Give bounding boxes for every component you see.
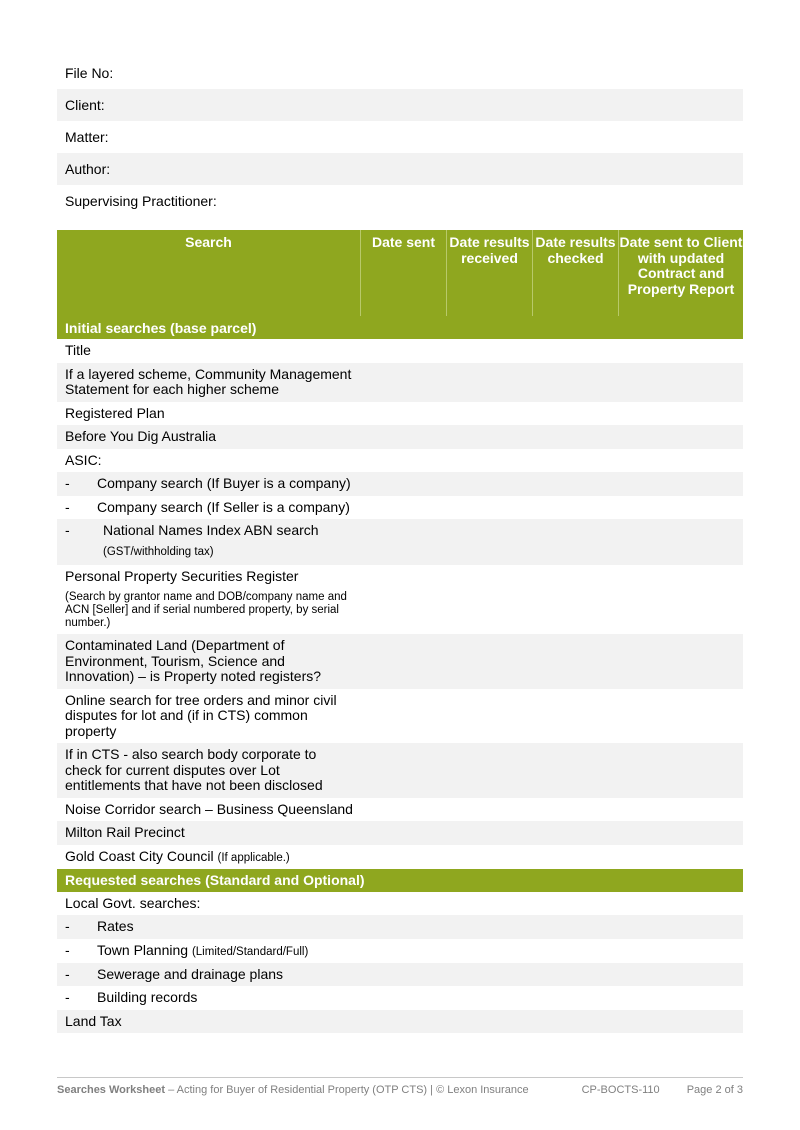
row-ppsr-note: (Search by grantor name and DOB/company name and ACN [Seller] and if serial numbered property, by serial number.) [65,591,347,629]
client-label: Client: [65,97,105,113]
matter-field[interactable] [57,121,743,153]
header-date-received: Date results received [447,230,533,316]
table-row [57,449,743,473]
row-land-tax: Land Tax [65,1012,122,1029]
dash-bullet: - [65,475,70,491]
table-row [57,472,743,496]
table-header [57,230,743,316]
row-building: Building records [97,989,198,1005]
table-row [57,339,743,363]
author-field[interactable] [57,153,743,185]
row-asic: ASIC: [65,451,102,468]
page-footer [57,1077,743,1096]
table-row [57,496,743,520]
row-cts: If in CTS - also search body corporate to check for current disputes over Lot entitlements that have not been disclosed [65,746,323,793]
matter-label: Matter: [65,129,109,145]
table-row [57,634,743,689]
row-milton: Milton Rail Precinct [65,824,185,840]
footer-page-number: Page 2 of 3 [686,1084,743,1096]
file-info-block [57,57,743,217]
row-contaminated: Contaminated Land (Department of Environment, Tourism, Science and Innovation) – is Property noted registers? [65,637,322,684]
row-before-you-dig: Before You Dig Australia [65,428,216,444]
table-row [57,939,743,963]
table-row [57,963,743,987]
row-sewerage: Sewerage and drainage plans [97,965,284,982]
section-requested-searches: Requested searches (Standard and Optional) [57,869,743,892]
table-row [57,565,743,635]
table-row [57,798,743,822]
header-search: Search [57,230,361,316]
table-row [57,892,743,916]
supervising-label: Supervising Practitioner: [65,193,217,209]
row-nni: National Names Index ABN search [103,522,319,538]
row-local-govt: Local Govt. searches: [65,894,201,911]
row-noise: Noise Corridor search – Business Queensland [65,800,353,817]
footer-code: CP-BOCTS-110 [581,1084,660,1096]
table-row [57,402,743,426]
row-gold-coast-note: (If applicable.) [217,851,290,864]
row-town-planning-note: (Limited/Standard/Full) [191,945,309,958]
section-initial-searches: Initial searches (base parcel) [57,316,743,339]
table-row [57,689,743,744]
row-gold-coast: Gold Coast City Council [65,847,214,864]
table-row [57,821,743,845]
row-online: Online search for tree orders and minor civil disputes for lot and (if in CTS) common property [65,691,337,739]
searches-table [57,230,743,1033]
dash-bullet: - [65,522,70,538]
table-row [57,519,743,565]
table-row [57,915,743,939]
dash-bullet: - [65,918,70,934]
supervising-field[interactable] [57,185,743,217]
header-date-sent: Date sent [361,230,447,316]
file-no-field[interactable] [57,57,743,89]
row-company-buyer: Company search (If Buyer is a company) [97,475,351,491]
table-row [57,743,743,798]
row-title: Title [65,342,91,358]
header-date-sent-client: Date sent to Client with updated Contract and Property Report [619,234,743,297]
table-row [57,425,743,449]
table-row [57,363,743,402]
row-layered: If a layered scheme, Community Management Statement for each higher scheme [65,365,352,397]
footer-subtitle: – Acting for Buyer of Residential Property (OTP CTS) | © Lexon Insurance [165,1084,529,1096]
table-row [57,845,743,869]
dash-bullet: - [65,965,70,982]
row-company-seller: Company search (If Seller is a company) [97,498,350,515]
author-label: Author: [65,161,111,177]
header-date-checked: Date results checked [533,230,619,316]
row-nni-note: (GST/withholding tax) [103,545,214,558]
dash-bullet: - [65,498,70,515]
row-rates: Rates [97,918,134,934]
table-row [57,1010,743,1034]
file-no-label: File No: [65,65,114,81]
row-registered-plan: Registered Plan [65,404,165,421]
dash-bullet: - [65,989,70,1005]
footer-title: Searches Worksheet [57,1084,166,1096]
row-ppsr: Personal Property Securities Register [65,567,299,584]
row-town-planning: Town Planning [97,941,189,958]
client-field[interactable] [57,89,743,121]
table-row [57,986,743,1010]
dash-bullet: - [65,941,70,958]
